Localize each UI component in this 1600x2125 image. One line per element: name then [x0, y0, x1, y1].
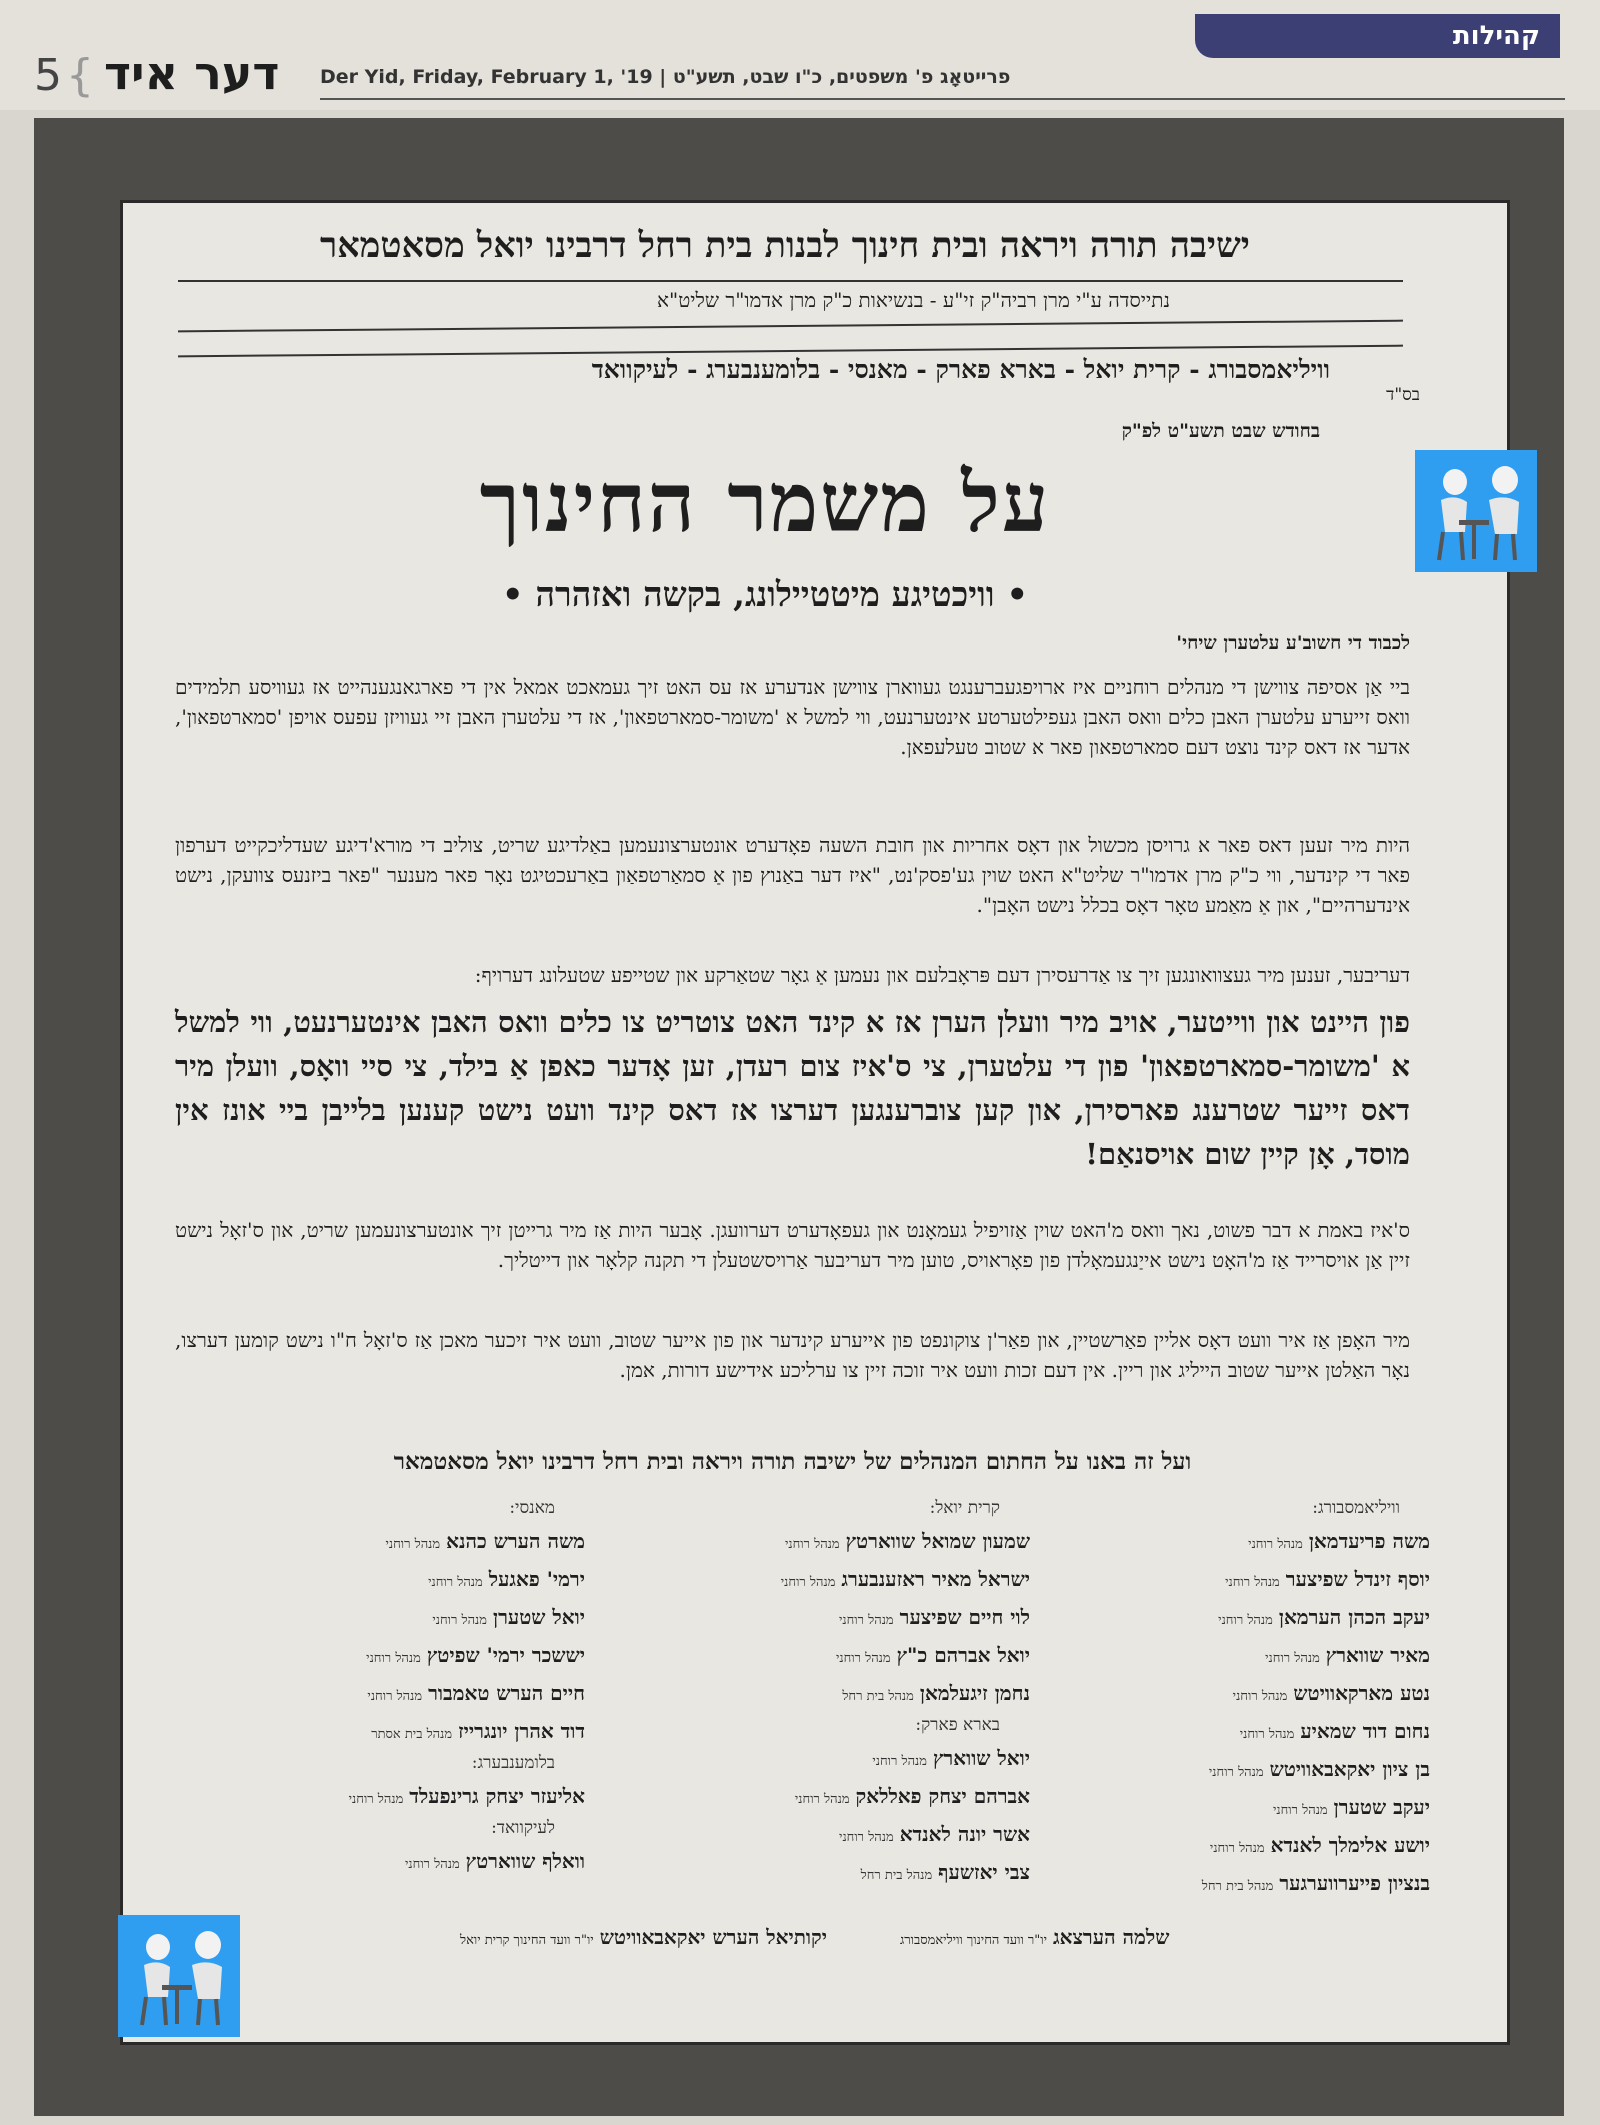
signer-name: אליעזר יצחק גרינפעלד	[409, 1784, 585, 1808]
signature-row	[1060, 1864, 1430, 1902]
signature-column-kiryas-joel-boro-park	[650, 1495, 1030, 1891]
dateline-english: Der Yid, Friday, February 1, '19	[320, 66, 653, 88]
signer-title: מנהל רוחני	[780, 1575, 836, 1590]
signer-title: מנהל רוחני	[794, 1792, 850, 1807]
page-number: 5	[34, 50, 62, 101]
signer-title: יו"ר וועד החינוך קרית יואל	[460, 1933, 594, 1948]
locations-line: וויליאמסבורג - קרית יואל - בארא פארק - מאנסי - בלומענבערג - לעיקוואד	[591, 355, 1330, 384]
signer-title: מנהל רוחני	[1209, 1841, 1265, 1856]
title-rule	[178, 280, 1403, 282]
signer-title: מנהל רוחני	[348, 1792, 404, 1807]
signer-title: מנהל רוחני	[1225, 1575, 1280, 1590]
signer-name: יקותיאל הערש יאקאבאוויטש	[599, 1925, 827, 1949]
signature-row	[650, 1815, 1030, 1853]
paragraph-therefore: דעריבער, זענען מיר געצוואונגען זיך צו אַדרעסירן דעם פּראָבלעם און נעמען אַ גאָר שטאַרקע און שטייפע שטעלונג דערויף:	[474, 963, 1410, 987]
newspaper-header	[0, 0, 1600, 110]
signer-name: בנציון פייערווערגער	[1279, 1871, 1430, 1895]
signature-row	[650, 1598, 1030, 1636]
signer-name: נטע מארקאוויטש	[1293, 1681, 1430, 1705]
signature-row	[205, 1842, 585, 1880]
dateline	[320, 66, 1010, 88]
signature-row	[650, 1674, 1030, 1712]
location-label: וויליאמסבורג:	[1312, 1498, 1400, 1518]
signature-row	[1060, 1750, 1430, 1788]
signature-row	[650, 1853, 1030, 1891]
greeting: לכבוד די חשוב'ע עלטערן שיחי'	[1176, 632, 1410, 654]
signer-name: נחמן זיגעלמאן	[919, 1681, 1030, 1705]
signer-name: וואלף שווארטץ	[465, 1849, 585, 1873]
signer-title: מנהל רוחני	[405, 1857, 460, 1872]
signer-title: מנהל רוחני	[784, 1537, 840, 1552]
signature-row	[1060, 1560, 1430, 1598]
signer-title: מנהל רוחני	[367, 1689, 423, 1704]
signature-row	[205, 1560, 585, 1598]
signer-name: יואל שווארץ	[932, 1746, 1030, 1770]
signer-name: שלמה הערצאג	[1053, 1925, 1170, 1949]
signer-title: מנהל רוחני	[1265, 1651, 1320, 1666]
location-label: בלומענבערג:	[471, 1753, 555, 1773]
signer-title: מנהל בית רחל	[860, 1868, 933, 1883]
signature-row	[205, 1712, 585, 1750]
signer-name: משה הערש כהנא	[446, 1529, 585, 1553]
signature-row	[205, 1777, 585, 1815]
signer-title: מנהל רוחני	[872, 1754, 927, 1769]
paragraph-rule-bold: פון היינט און ווייטער, אויב מיר וועלן הערן אז א קינד האט צוטריט צו כלים וואס האבן אינטערנעט, ווי למשל א 'משומר-סמארטפאון' פון די עלטערן, צי ס'איז צום רעדן, זען אָדער כאפן אַ בילד, צי סיי וואָס, וועלן מיר דאס זייער שטרענג פארסירן, און קען צוברענגען דערצו אז דאס קינד וועט נישט קענען בלייבן ביי אונז אין מוסד, אָן קיין שום אויסנאַם!	[175, 1005, 1410, 1171]
signer-title: מנהל רוחני	[838, 1613, 894, 1628]
signer-name: ישראל מאיר ראזענבערג	[841, 1567, 1030, 1591]
signer-name: צבי יאזשעף	[938, 1860, 1030, 1884]
signer-title: מנהל בית רחל	[842, 1689, 914, 1704]
signer-title: מנהל רוחני	[1239, 1727, 1295, 1742]
signer-name: יעקב שטערן	[1333, 1795, 1430, 1819]
signature-row	[650, 1777, 1030, 1815]
dateline-separator: |	[652, 66, 673, 88]
footer-signature-williamsburg	[900, 1925, 1169, 1950]
signer-title: מנהל בית רחל	[1201, 1879, 1274, 1894]
signer-title: מנהל רוחני	[1218, 1613, 1273, 1628]
signature-row	[205, 1674, 585, 1712]
signer-title: מנהל רוחני	[1272, 1803, 1328, 1818]
signer-name: שמעון שמואל שווארטץ	[845, 1529, 1030, 1553]
bsd-mark: בס"ד	[1386, 385, 1420, 405]
signer-name: בן ציון יאקאבאוויטש	[1269, 1757, 1430, 1781]
signature-column-williamsburg	[1060, 1495, 1430, 1902]
signer-title: מנהל רוחני	[385, 1537, 441, 1552]
paragraph-concern: היות מיר זעען דאס פאר א גרויסן מכשול און דאָס אחריות און חובת השעה פאָדערט אונטערצונעמען באַלדיגע שריט, צוליב די מורא'דיגע שעדליכקייט דערפון פאר די קינדער, ווי כ"ק מרן אדמו"ר שליט"א האט שוין גע'פסק'נט, "איז דער באַנוץ פון אַ סמאַרטפאַון באַרעכטיגט נאָר פאר מענער "פאר ביזנעס צוועקן, נישט אינדערהיים", און אַ מאַמע טאָר דאָס בכלל נישט האָבן".	[175, 833, 1410, 917]
signer-name: משה פריעדמאן	[1308, 1529, 1430, 1553]
signer-name: אשר יונה לאנדא	[899, 1822, 1030, 1846]
location-label: בארא פארק:	[915, 1715, 1000, 1735]
signature-row	[650, 1560, 1030, 1598]
signature-row	[1060, 1522, 1430, 1560]
signer-name: נחום דוד שמאיע	[1300, 1719, 1430, 1743]
paragraph-intro: ביי אַן אסיפה צווישן די מנהלים רוחניים איז ארויפגעברענגט געווארן צווישן אנדערע אז עס האט זיך געמאכט אמאל אין די פארגאנגענהייט אז געוויסע תלמידים וואס זייערע עלטערן האבן כלים וואס האבן געפילטערטע אינטערנעט, ווי למשל א 'משומר-סמארטפאון', אז די עלטערן האבן זיי געוויזן עפעס אויפן 'סמארטפאון', אדער אז דאס קינד נוצט דעם סמארטפאון פאר א שטוב טעלעפאן.	[175, 675, 1410, 759]
signer-title: מנהל רוחני	[366, 1651, 421, 1666]
signer-name: יעקב הכהן הערמאן	[1278, 1605, 1430, 1629]
signer-name: יואל אברהם כ"ץ	[896, 1643, 1030, 1667]
signer-name: דוד אהרן יונגרייז	[458, 1719, 585, 1743]
location-label: קרית יואל:	[929, 1498, 1000, 1518]
signature-row	[1060, 1712, 1430, 1750]
signature-row	[650, 1739, 1030, 1777]
page-number-brace: {	[66, 50, 94, 101]
signer-name: יוסף זינדל שפיצער	[1285, 1567, 1430, 1591]
signature-row	[205, 1522, 585, 1560]
founded-line: נתייסדה ע"י מרן רביה"ק זי"ע - בנשיאות כ"ק מרן אדמו"ר שליט"א	[657, 288, 1170, 312]
section-tab: קהילות	[1195, 14, 1560, 58]
signer-name: אברהם יצחק פאללאק	[855, 1784, 1030, 1808]
signer-title: מנהל רוחני	[835, 1651, 891, 1666]
two-figures-chatting-clipart-icon	[118, 1915, 240, 2037]
signature-row	[1060, 1674, 1430, 1712]
footer-signature-kiryas-joel	[460, 1925, 827, 1950]
signature-row	[1060, 1788, 1430, 1826]
signer-name: לוי חיים שפיצער	[899, 1605, 1030, 1629]
signer-name: יואל שטערן	[492, 1605, 585, 1629]
signer-name: ירמי' פאגעל	[488, 1567, 585, 1591]
signatures-heading: ועל זה באנו על החתום המנהלים של ישיבה תורה ויראה ובית רחל דרבינו יואל מסאטמאר	[393, 1448, 1192, 1475]
signature-row	[1060, 1598, 1430, 1636]
signer-title: מנהל רוחני	[1232, 1689, 1288, 1704]
signer-title: מנהל רוחני	[1208, 1765, 1264, 1780]
signer-title: יו"ר וועד החינוך וויליאמסבורג	[900, 1933, 1047, 1948]
signature-row	[650, 1522, 1030, 1560]
signer-name: יששכר ירמי' שפיטץ	[426, 1643, 585, 1667]
location-label: לעיקוואד:	[491, 1818, 555, 1838]
signature-row	[205, 1636, 585, 1674]
location-label: מאנסי:	[509, 1498, 555, 1518]
signature-row	[650, 1636, 1030, 1674]
two-figures-chatting-clipart-icon	[1415, 450, 1537, 572]
subtitle: • וויכטיגע מיטטיילונג, בקשה ואזהרה •	[501, 575, 1029, 615]
masthead: דער איד	[104, 46, 280, 100]
signer-title: מנהל רוחני	[1248, 1537, 1303, 1552]
paragraph-closing: מיר האָפן אַז איר וועט דאָס אליין פאַרשטיין, און פאַר'ן צוקונפט פון אייערע קינדער און פון אייער שטוב, וועט איר זיכער מאכן אַז ס'זאָל ח"ו נישט קומען דערצו, נאָר האַלטן אייער שטוב הייליג און ריין. אין דעם זכות וועט איר זוכה זיין צו ערליכע אידישע דורות, אמן.	[175, 1328, 1410, 1382]
signature-row	[1060, 1636, 1430, 1674]
paragraph-explanation: ס'איז באמת א דבר פשוט, נאך וואס מ'האט שוין אַזויפיל געמאָנט און געפאָדערט דערוועגן. אָבער היות אַז מיר גרייטן זיך אונטערצונעמען שריט, און ס'זאָל נישט זיין אַן אויסרייד אַז מ'האָט נישט אייַנגעמאָלדן פון פאָראויס, טוען מיר דעריבער אַרויסשטעלן די תקנה קלאָר און דייטליך.	[175, 1218, 1410, 1272]
date-line: בחודש שבט תשע"ט לפ"ק	[1121, 420, 1320, 442]
signer-title: מנהל רוחני	[428, 1575, 483, 1590]
signature-column-monsey-bloomingburg-lakewood	[205, 1495, 585, 1880]
signer-name: יושע אלימלך לאנדא	[1270, 1833, 1430, 1857]
header-rule	[320, 98, 1565, 100]
signer-title: מנהל רוחני	[432, 1613, 487, 1628]
signer-title: מנהל בית אסתר	[371, 1727, 453, 1742]
organization-title: ישיבה תורה ויראה ובית חינוך לבנות בית רחל דרבינו יואל מסאטמאר	[320, 225, 1250, 266]
signer-name: מאיר שווארץ	[1325, 1643, 1430, 1667]
main-title: על משמר החינוך	[479, 455, 1051, 551]
dateline-hebrew: פרייטאָג פ' משפטים, כ"ו שבט, תשע"ט	[672, 66, 1011, 88]
signature-row	[1060, 1826, 1430, 1864]
signer-name: חיים הערש טאמבור	[428, 1681, 585, 1705]
signer-title: מנהל רוחני	[839, 1830, 894, 1845]
signature-row	[205, 1598, 585, 1636]
